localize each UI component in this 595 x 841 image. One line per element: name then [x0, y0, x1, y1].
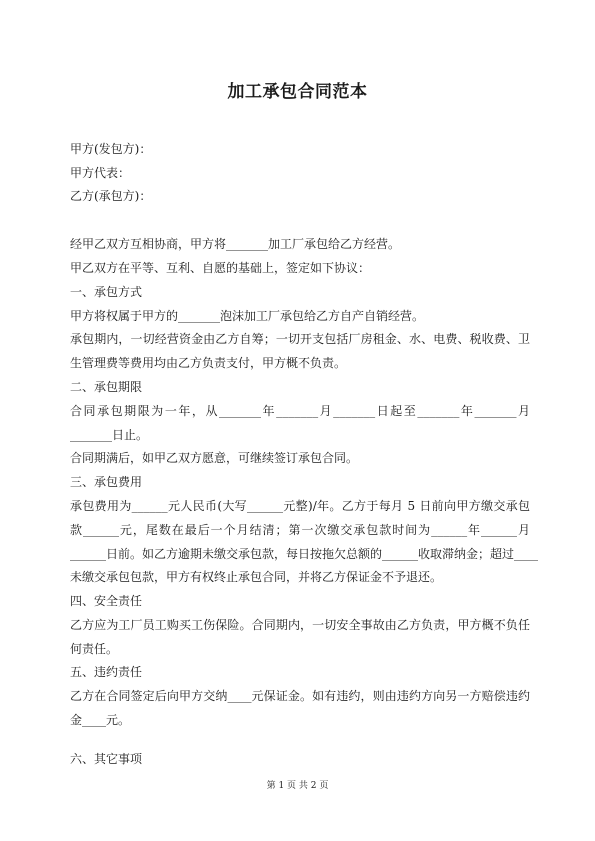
section-heading: 五、违约责任 [70, 665, 143, 679]
paragraph-line: 合同承包期限为一年，从_______年_______月_______日起至_______年_______月 [70, 404, 530, 418]
party-a-line: 甲方(发包方)： [70, 142, 152, 156]
paragraph-line: 乙方在合同签定后向甲方交纳____元保证金。如有违约，则由违约方向另一方赔偿违约 [70, 689, 530, 703]
section-heading: 六、其它事项 [70, 752, 143, 766]
party-a-representative-line: 甲方代表： [70, 166, 131, 180]
paragraph-line: 甲乙双方在平等、互利、自愿的基础上，签定如下协议： [70, 261, 371, 275]
paragraph-line: 生管理费等费用均由乙方负责支付，甲方概不负责。 [70, 356, 347, 370]
party-b-line: 乙方(承包方)： [70, 189, 152, 203]
page-number-footer: 第 1 页 共 2 页 [266, 781, 329, 791]
paragraph-line: 承包期内，一切经营资金由乙方自筹；一切开支包括厂房租金、水、电费、税收费、卫 [70, 332, 530, 346]
paragraph-line: 合同期满后，如甲乙双方愿意，可继续签订承包合同。 [70, 451, 359, 465]
paragraph-line: 款______元，尾数在最后一个月结清；第一次缴交承包款时间为______年______月 [70, 523, 530, 537]
section-heading: 三、承包费用 [70, 475, 143, 489]
paragraph-line: 金____元。 [70, 713, 131, 727]
paragraph-line: 甲方将权属于甲方的_______泡沫加工厂承包给乙方自产自销经营。 [70, 309, 425, 323]
section-heading: 二、承包期限 [70, 380, 143, 394]
section-heading: 四、安全责任 [70, 594, 143, 608]
paragraph-line: 未缴交承包包款，甲方有权终止承包合同，并将乙方保证金不予退还。 [70, 570, 443, 584]
paragraph-line: 经甲乙双方互相协商，甲方将_______加工厂承包给乙方经营。 [70, 237, 401, 251]
document-title: 加工承包合同范本 [227, 82, 368, 102]
paragraph-line: 何责任。 [70, 642, 119, 656]
paragraph-line: 承包费用为______元人民币(大写______元整)/年。乙方于每月 5 日前向甲方缴交承包 [70, 499, 530, 513]
paragraph-line: _______日止。 [70, 428, 149, 442]
paragraph-line: 乙方应为工厂员工购买工伤保险。合同期内，一切安全事故由乙方负责，甲方概不负任 [70, 618, 530, 632]
section-heading: 一、承包方式 [70, 285, 143, 299]
paragraph-line: ______日前。如乙方逾期未缴交承包款，每日按拖欠总额的______收取滞纳金；超过____ [70, 547, 539, 561]
